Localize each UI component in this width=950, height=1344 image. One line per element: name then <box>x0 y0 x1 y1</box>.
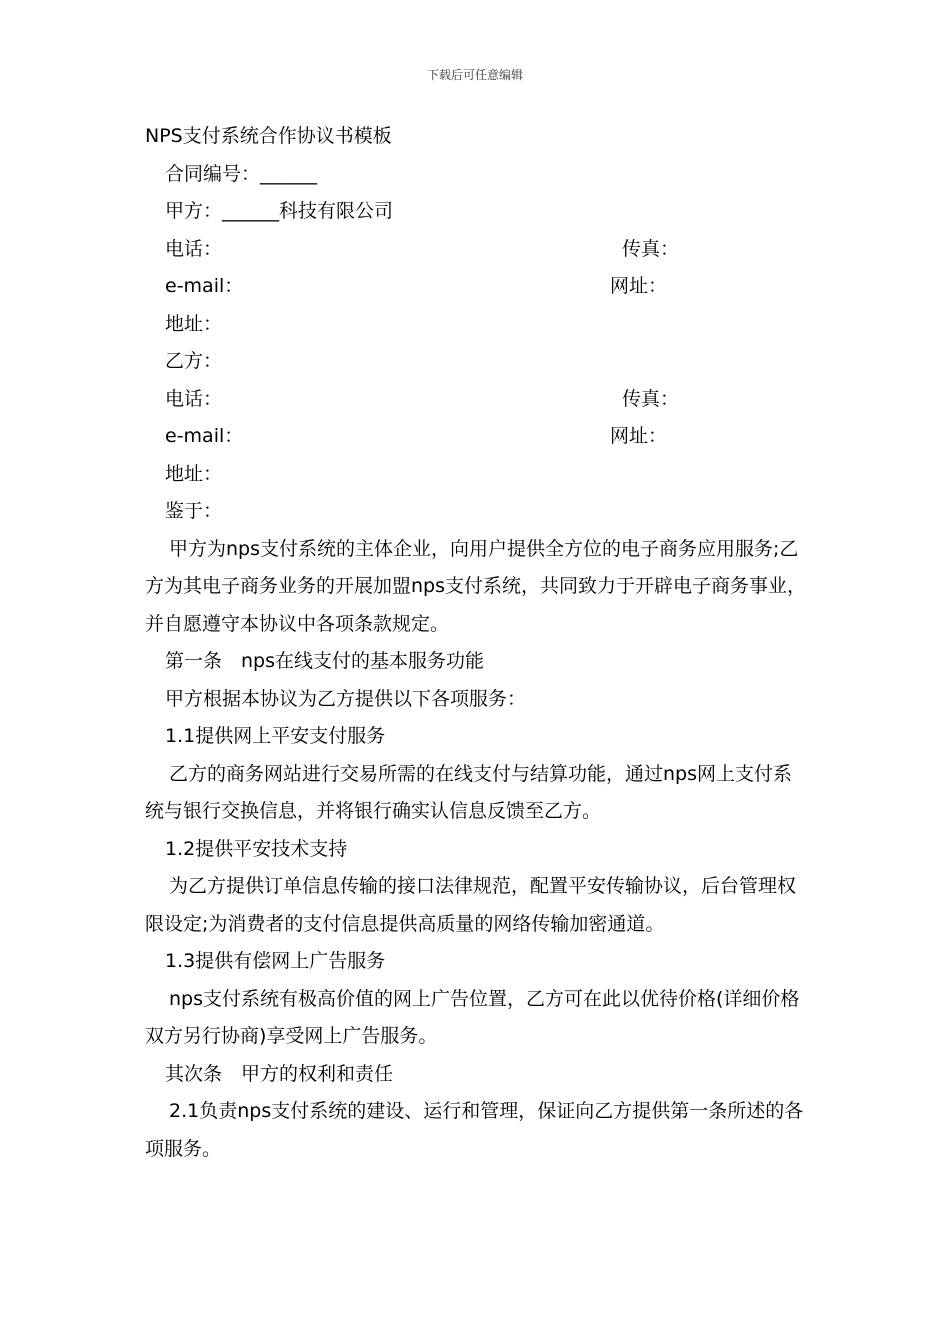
whereas-paragraph: 甲方为nps支付系统的主体企业，向用户提供全方位的电子商务应用服务;乙方为其电子商务业务的开展加盟nps支付系统，共同致力于开辟电子商务事业，并自愿遵守本协议中各项条款规定。 <box>145 537 807 635</box>
party-b: 乙方： <box>165 350 223 372</box>
section-2-1-text: 2.1负责nps支付系统的建设、运行和管理，保证向乙方提供第一条所述的各项服务。 <box>145 1100 804 1160</box>
section-1-1-title: 1.1提供网上平安支付服务 <box>165 725 386 747</box>
party-a-fax: 传真： <box>622 237 680 260</box>
whereas-label: 鉴于： <box>165 500 223 522</box>
doc-title: NPS支付系统合作协议书模板 <box>145 125 392 147</box>
party-b-email: e-mail： <box>165 425 244 447</box>
party-a: 甲方：______科技有限公司 <box>165 200 394 222</box>
party-b-phone: 电话： <box>165 387 223 410</box>
section-1-3-text: nps支付系统有极高价值的网上广告位置，乙方可在此以优待价格(详细价格双方另行协商)享受网上广告服务。 <box>145 987 800 1047</box>
article-1-intro: 甲方根据本协议为乙方提供以下各项服务： <box>165 687 527 710</box>
party-b-website: 网址： <box>610 425 668 447</box>
section-1-2-title: 1.2提供平安技术支持 <box>165 837 348 860</box>
party-a-website: 网址： <box>610 275 668 297</box>
article-1-title: 第一条 nps在线支付的基本服务功能 <box>165 650 485 672</box>
section-1-1-text: 乙方的商务网站进行交易所需的在线支付与结算功能，通过nps网上支付系统与银行交换信息，并将银行确实认信息反馈至乙方。 <box>145 762 793 822</box>
party-b-phone-fax-row <box>145 381 810 419</box>
party-b-address: 地址： <box>165 462 223 485</box>
party-b-email-web-row <box>145 418 810 456</box>
section-1-2-text: 为乙方提供订单信息传输的接口法律规范，配置平安传输协议，后台管理权限设定;为消费者的支付信息提供高质量的网络传输加密通道。 <box>145 875 797 935</box>
party-a-email: e-mail： <box>165 275 244 297</box>
party-a-phone: 电话： <box>165 237 223 260</box>
page-header: 下载后可任意编辑 <box>426 68 523 82</box>
party-a-phone-fax-row <box>145 231 810 269</box>
party-a-address: 地址： <box>165 312 223 335</box>
document-body <box>145 118 810 1168</box>
party-b-fax: 传真： <box>622 387 680 410</box>
section-1-3-title: 1.3提供有偿网上广告服务 <box>165 950 386 972</box>
party-a-email-web-row <box>145 268 810 306</box>
article-2-title: 其次条 甲方的权利和责任 <box>165 1062 394 1085</box>
contract-number: 合同编号：______ <box>165 162 318 185</box>
